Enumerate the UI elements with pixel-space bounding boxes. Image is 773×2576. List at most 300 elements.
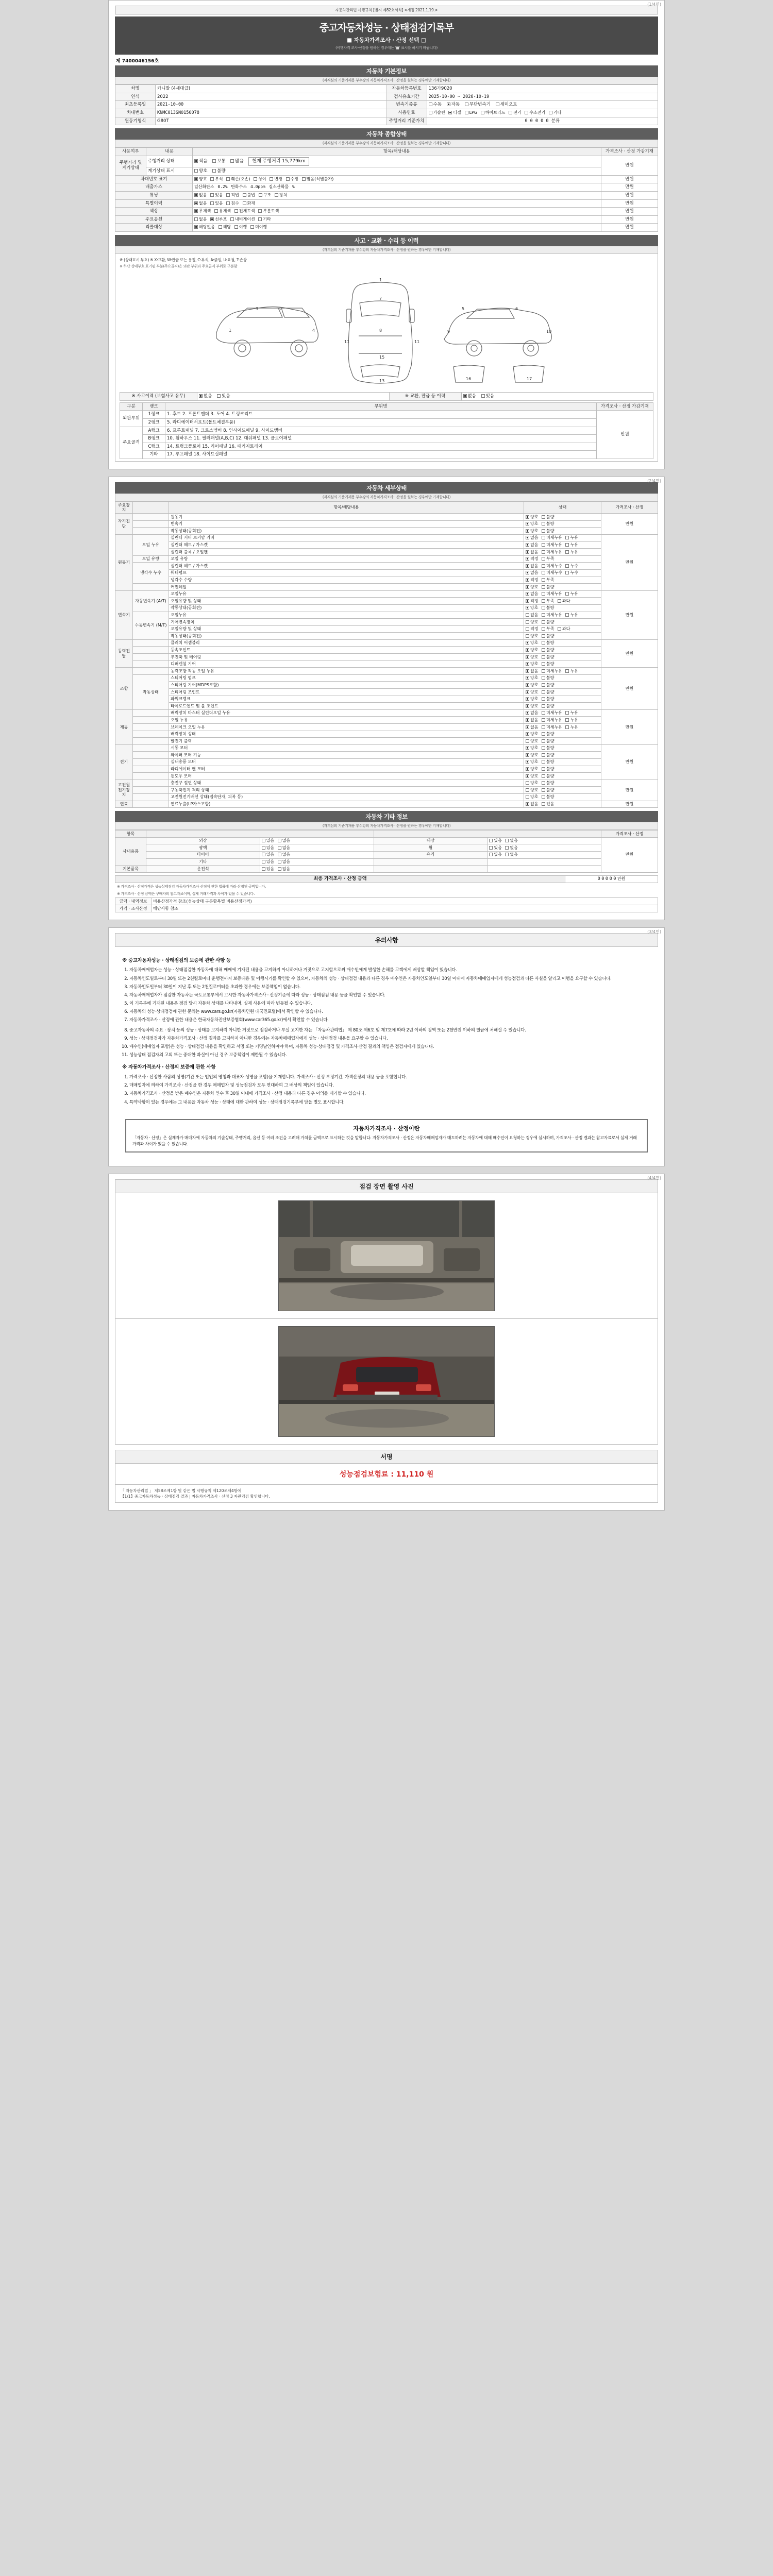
option-repair-none[interactable]: 없음 bbox=[463, 394, 476, 399]
checkbox-icon[interactable] bbox=[481, 111, 484, 114]
option-good[interactable]: 양호 bbox=[526, 655, 538, 660]
checkbox-icon[interactable] bbox=[262, 860, 265, 863]
option-opt-etc[interactable]: 기타 bbox=[258, 217, 271, 222]
checkbox-icon[interactable] bbox=[542, 585, 545, 589]
option-none[interactable]: 없음 bbox=[526, 535, 538, 540]
checkbox-icon[interactable] bbox=[526, 725, 529, 729]
checkbox-icon[interactable] bbox=[542, 641, 545, 645]
option-no[interactable]: 없음 bbox=[278, 852, 290, 857]
checkbox-icon[interactable] bbox=[565, 669, 569, 673]
checkbox-icon[interactable] bbox=[465, 103, 468, 106]
option-bad[interactable]: 불량 bbox=[542, 732, 554, 737]
option-good[interactable]: 양호 bbox=[526, 605, 538, 611]
checkbox-icon[interactable] bbox=[250, 225, 254, 229]
option-low[interactable]: 부족 bbox=[542, 556, 554, 562]
checkbox-icon[interactable] bbox=[542, 620, 545, 624]
checkbox-icon[interactable] bbox=[558, 599, 561, 603]
checkbox-icon[interactable] bbox=[542, 683, 545, 687]
option-adequate[interactable]: 적정 bbox=[526, 626, 538, 632]
checkbox-icon[interactable] bbox=[526, 760, 529, 764]
option-tuning-legal[interactable]: 적법 bbox=[226, 193, 239, 198]
checkbox-icon[interactable] bbox=[542, 522, 545, 526]
option-tuning-illegal[interactable]: 불법 bbox=[243, 193, 255, 198]
option-leak[interactable]: 누유 bbox=[565, 613, 578, 618]
checkbox-icon[interactable] bbox=[194, 177, 198, 181]
checkbox-icon[interactable] bbox=[526, 802, 529, 806]
checkbox-icon[interactable] bbox=[447, 103, 450, 106]
option-leak[interactable]: 누유 bbox=[565, 535, 578, 540]
checkbox-icon[interactable] bbox=[565, 550, 569, 554]
option-good[interactable]: 양호 bbox=[526, 529, 538, 534]
checkbox-icon[interactable] bbox=[565, 613, 569, 617]
option-tuning-yes[interactable]: 있음 bbox=[210, 193, 223, 198]
option-bad[interactable]: 불량 bbox=[542, 655, 554, 660]
option-minor-leak[interactable]: 미세누유 bbox=[542, 613, 562, 618]
option-color-fullpaint[interactable]: 전체도색 bbox=[234, 209, 255, 214]
option-good[interactable]: 양호 bbox=[526, 753, 538, 758]
option-recall-notdone[interactable]: 미이행 bbox=[250, 225, 267, 230]
option-excess[interactable]: 과다 bbox=[558, 599, 570, 604]
checkbox-icon[interactable] bbox=[505, 853, 509, 856]
checkbox-icon[interactable] bbox=[542, 760, 545, 764]
option-recall-yes[interactable]: 해당 bbox=[219, 225, 231, 230]
checkbox-icon[interactable] bbox=[226, 177, 230, 181]
option-bad[interactable]: 불량 bbox=[542, 767, 554, 772]
checkbox-icon[interactable] bbox=[526, 557, 529, 561]
option-minor-leak[interactable]: 미세누유 bbox=[542, 550, 562, 555]
checkbox-icon[interactable] bbox=[526, 781, 529, 785]
option-leak[interactable]: 누유 bbox=[565, 710, 578, 716]
checkbox-icon[interactable] bbox=[565, 564, 569, 568]
checkbox-icon[interactable] bbox=[565, 536, 569, 539]
option-leak[interactable]: 누유 bbox=[565, 669, 578, 674]
checkbox-icon[interactable] bbox=[262, 867, 265, 871]
checkbox-icon[interactable] bbox=[526, 634, 529, 638]
checkbox-icon[interactable] bbox=[489, 853, 493, 856]
checkbox-icon[interactable] bbox=[526, 529, 529, 533]
checkbox-icon[interactable] bbox=[542, 599, 545, 603]
option-fuel-other[interactable]: 기타 bbox=[549, 110, 561, 115]
checkbox-icon[interactable] bbox=[210, 177, 214, 181]
checkbox-icon[interactable] bbox=[542, 564, 545, 568]
option-none[interactable]: 없음 bbox=[526, 802, 538, 807]
option-none[interactable]: 없음 bbox=[526, 543, 538, 548]
checkbox-icon[interactable] bbox=[259, 193, 262, 197]
option-good[interactable]: 양호 bbox=[526, 739, 538, 744]
checkbox-icon[interactable] bbox=[258, 209, 262, 213]
checkbox-icon[interactable] bbox=[217, 394, 221, 398]
checkbox-icon[interactable] bbox=[302, 177, 306, 181]
option-vin-good[interactable]: 양호 bbox=[194, 177, 207, 182]
option-mileage-high[interactable]: 많음 bbox=[230, 159, 243, 164]
option-no[interactable]: 없음 bbox=[505, 838, 517, 843]
option-leak[interactable]: 누유 bbox=[565, 550, 578, 555]
checkbox-icon[interactable] bbox=[496, 103, 499, 106]
checkbox-icon[interactable] bbox=[489, 839, 493, 842]
option-good[interactable]: 양호 bbox=[526, 704, 538, 709]
option-vin-unreadable[interactable]: 맘음(식별불가) bbox=[302, 177, 334, 182]
option-good[interactable]: 양호 bbox=[526, 675, 538, 681]
checkbox-icon[interactable] bbox=[448, 111, 452, 114]
option-good[interactable]: 양호 bbox=[526, 521, 538, 527]
checkbox-icon[interactable] bbox=[558, 627, 561, 631]
option-repair-yes[interactable]: 있음 bbox=[481, 394, 494, 399]
checkbox-icon[interactable] bbox=[210, 193, 214, 197]
checkbox-icon[interactable] bbox=[463, 394, 467, 398]
option-bad[interactable]: 불량 bbox=[542, 662, 554, 667]
option-bad[interactable]: 불량 bbox=[542, 697, 554, 702]
checkbox-icon[interactable] bbox=[542, 606, 545, 609]
checkbox-icon[interactable] bbox=[526, 704, 529, 708]
checkbox-icon[interactable] bbox=[526, 669, 529, 673]
checkbox-icon[interactable] bbox=[526, 543, 529, 547]
option-recall-na[interactable]: 해당없음 bbox=[194, 225, 215, 230]
option-good[interactable]: 양호 bbox=[526, 794, 538, 800]
checkbox-icon[interactable] bbox=[542, 795, 545, 799]
checkbox-icon[interactable] bbox=[542, 627, 545, 631]
option-fuel-lpg[interactable]: LPG bbox=[465, 110, 477, 115]
option-bad[interactable]: 불량 bbox=[542, 739, 554, 744]
option-minor-leak[interactable]: 미세누유 bbox=[542, 710, 562, 716]
option-opt-none[interactable]: 없음 bbox=[194, 217, 207, 222]
checkbox-icon[interactable] bbox=[526, 627, 529, 631]
checkbox-icon[interactable] bbox=[243, 201, 246, 205]
option-yes[interactable]: 있음 bbox=[262, 859, 274, 865]
checkbox-icon[interactable] bbox=[542, 788, 545, 792]
option-transmission-semiauto[interactable]: 세미오토 bbox=[496, 102, 517, 108]
option-bad[interactable]: 불량 bbox=[542, 753, 554, 758]
option-bad[interactable]: 불량 bbox=[542, 620, 554, 625]
option-vin-changed[interactable]: 변경 bbox=[270, 177, 282, 182]
option-good[interactable]: 양호 bbox=[526, 767, 538, 772]
checkbox-icon[interactable] bbox=[194, 209, 198, 213]
checkbox-icon[interactable] bbox=[526, 585, 529, 589]
option-transmission-manual[interactable]: 수동 bbox=[429, 102, 442, 108]
checkbox-icon[interactable] bbox=[194, 159, 198, 163]
option-fuel-hydrogen[interactable]: 수소전기 bbox=[525, 110, 545, 115]
checkbox-icon[interactable] bbox=[542, 767, 545, 771]
option-minor-leak[interactable]: 미세누유 bbox=[542, 669, 562, 674]
checkbox-icon[interactable] bbox=[199, 394, 203, 398]
option-yes[interactable]: 있음 bbox=[489, 838, 501, 843]
option-good[interactable]: 양호 bbox=[526, 781, 538, 786]
option-bad[interactable]: 불량 bbox=[542, 690, 554, 695]
option-bad[interactable]: 불량 bbox=[542, 605, 554, 611]
option-adequate[interactable]: 적정 bbox=[526, 578, 538, 583]
checkbox-icon[interactable] bbox=[258, 217, 262, 221]
checkbox-icon[interactable] bbox=[526, 536, 529, 539]
checkbox-icon[interactable] bbox=[542, 739, 545, 743]
checkbox-icon[interactable] bbox=[194, 169, 198, 173]
option-cluster-good[interactable]: 양호 bbox=[194, 168, 207, 174]
checkbox-icon[interactable] bbox=[526, 571, 529, 574]
checkbox-icon[interactable] bbox=[526, 676, 529, 680]
checkbox-icon[interactable] bbox=[565, 543, 569, 547]
option-yes[interactable]: 있음 bbox=[262, 845, 274, 851]
option-no[interactable]: 없음 bbox=[278, 859, 290, 865]
option-fuel-gasoline[interactable]: 가솔린 bbox=[429, 110, 445, 115]
checkbox-icon[interactable] bbox=[226, 193, 230, 197]
checkbox-icon[interactable] bbox=[243, 193, 246, 197]
option-fuel-electric[interactable]: 전기 bbox=[509, 110, 521, 115]
checkbox-icon[interactable] bbox=[526, 620, 529, 624]
checkbox-icon[interactable] bbox=[465, 111, 468, 114]
checkbox-icon[interactable] bbox=[542, 557, 545, 561]
checkbox-icon[interactable] bbox=[278, 839, 281, 842]
option-yes[interactable]: 있음 bbox=[262, 867, 274, 872]
checkbox-icon[interactable] bbox=[219, 225, 222, 229]
checkbox-icon[interactable] bbox=[214, 209, 218, 213]
option-minor-leak[interactable]: 미세누유 bbox=[542, 725, 562, 730]
checkbox-icon[interactable] bbox=[526, 732, 529, 736]
checkbox-icon[interactable] bbox=[526, 613, 529, 617]
option-leak[interactable]: 누유 bbox=[565, 591, 578, 597]
checkbox-icon[interactable] bbox=[212, 159, 216, 163]
checkbox-icon[interactable] bbox=[526, 641, 529, 645]
option-minor-leak[interactable]: 미세누수 bbox=[542, 564, 562, 569]
checkbox-icon[interactable] bbox=[542, 543, 545, 547]
option-none[interactable]: 없음 bbox=[526, 570, 538, 575]
checkbox-icon[interactable] bbox=[526, 711, 529, 715]
option-good[interactable]: 양호 bbox=[526, 634, 538, 639]
checkbox-icon[interactable] bbox=[542, 711, 545, 715]
checkbox-icon[interactable] bbox=[526, 788, 529, 792]
checkbox-icon[interactable] bbox=[542, 536, 545, 539]
option-no[interactable]: 없음 bbox=[505, 845, 517, 851]
option-none[interactable]: 없음 bbox=[526, 718, 538, 723]
checkbox-icon[interactable] bbox=[194, 225, 198, 229]
option-leak[interactable]: 누유 bbox=[565, 718, 578, 723]
option-bad[interactable]: 불량 bbox=[542, 781, 554, 786]
option-minor-leak[interactable]: 미세누유 bbox=[542, 543, 562, 548]
option-none[interactable]: 없음 bbox=[526, 550, 538, 555]
option-yes[interactable]: 있음 bbox=[262, 852, 274, 857]
checkbox-icon[interactable] bbox=[549, 111, 552, 114]
checkbox-icon[interactable] bbox=[526, 795, 529, 799]
option-leak[interactable]: 누수 bbox=[565, 570, 578, 575]
checkbox-icon[interactable] bbox=[262, 853, 265, 856]
option-good[interactable]: 양호 bbox=[526, 585, 538, 590]
checkbox-icon[interactable] bbox=[194, 193, 198, 197]
option-none[interactable]: 없음 bbox=[526, 725, 538, 730]
option-good[interactable]: 양호 bbox=[526, 697, 538, 702]
option-good[interactable]: 양호 bbox=[526, 662, 538, 667]
checkbox-icon[interactable] bbox=[429, 111, 432, 114]
checkbox-icon[interactable] bbox=[526, 515, 529, 519]
checkbox-icon[interactable] bbox=[542, 746, 545, 750]
checkbox-icon[interactable] bbox=[194, 217, 198, 221]
checkbox-icon[interactable] bbox=[542, 669, 545, 673]
option-bad[interactable]: 불량 bbox=[542, 521, 554, 527]
option-recall-done[interactable]: 이행 bbox=[234, 225, 247, 230]
option-good[interactable]: 양호 bbox=[526, 515, 538, 520]
option-minor-leak[interactable]: 미세누유 bbox=[542, 535, 562, 540]
checkbox-icon[interactable] bbox=[565, 711, 569, 715]
option-vin-diff[interactable]: 상이 bbox=[254, 177, 266, 182]
checkbox-icon[interactable] bbox=[565, 592, 569, 596]
checkbox-icon[interactable] bbox=[278, 846, 281, 850]
checkbox-icon[interactable] bbox=[526, 655, 529, 659]
option-transmission-auto[interactable]: 자동 bbox=[447, 102, 460, 108]
checkbox-icon[interactable] bbox=[542, 515, 545, 519]
option-color-partpaint[interactable]: 부분도색 bbox=[258, 209, 279, 214]
option-fuel-hybrid[interactable]: 하이브리드 bbox=[481, 110, 506, 115]
checkbox-icon[interactable] bbox=[542, 753, 545, 757]
option-bad[interactable]: 불량 bbox=[542, 640, 554, 646]
checkbox-icon[interactable] bbox=[542, 655, 545, 659]
option-bad[interactable]: 불량 bbox=[542, 585, 554, 590]
option-tuning-none[interactable]: 없음 bbox=[194, 193, 207, 198]
checkbox-icon[interactable] bbox=[526, 697, 529, 701]
option-leak[interactable]: 누수 bbox=[565, 564, 578, 569]
checkbox-icon[interactable] bbox=[526, 690, 529, 694]
option-bad[interactable]: 불량 bbox=[542, 794, 554, 800]
option-vin-corrosion[interactable]: 부식 bbox=[210, 177, 223, 182]
checkbox-icon[interactable] bbox=[234, 209, 238, 213]
option-mileage-low[interactable]: 적음 bbox=[194, 159, 207, 164]
checkbox-icon[interactable] bbox=[262, 839, 265, 842]
option-good[interactable]: 양호 bbox=[526, 640, 538, 646]
checkbox-icon[interactable] bbox=[270, 177, 273, 181]
checkbox-icon[interactable] bbox=[542, 648, 545, 652]
option-none[interactable]: 없음 bbox=[526, 669, 538, 674]
option-bad[interactable]: 불량 bbox=[542, 759, 554, 765]
checkbox-icon[interactable] bbox=[542, 718, 545, 722]
checkbox-icon[interactable] bbox=[565, 718, 569, 722]
checkbox-icon[interactable] bbox=[210, 201, 214, 205]
checkbox-icon[interactable] bbox=[526, 564, 529, 568]
checkbox-icon[interactable] bbox=[234, 225, 238, 229]
option-yes[interactable]: 있음 bbox=[262, 838, 274, 843]
checkbox-icon[interactable] bbox=[526, 739, 529, 743]
option-good[interactable]: 양호 bbox=[526, 774, 538, 779]
checkbox-icon[interactable] bbox=[262, 846, 265, 850]
checkbox-icon[interactable] bbox=[526, 662, 529, 666]
checkbox-icon[interactable] bbox=[210, 217, 214, 221]
option-special-none[interactable]: 없음 bbox=[194, 201, 207, 206]
checkbox-icon[interactable] bbox=[542, 529, 545, 533]
checkbox-icon[interactable] bbox=[481, 394, 485, 398]
checkbox-icon[interactable] bbox=[275, 193, 278, 197]
checkbox-icon[interactable] bbox=[542, 578, 545, 582]
option-mileage-normal[interactable]: 보통 bbox=[212, 159, 225, 164]
checkbox-icon[interactable] bbox=[278, 867, 281, 871]
checkbox-icon[interactable] bbox=[526, 550, 529, 554]
option-special-yes[interactable]: 있음 bbox=[210, 201, 223, 206]
option-good[interactable]: 양호 bbox=[526, 745, 538, 751]
option-yes[interactable]: 있음 bbox=[489, 845, 501, 851]
checkbox-icon[interactable] bbox=[525, 111, 528, 114]
checkbox-icon[interactable] bbox=[526, 522, 529, 526]
checkbox-icon[interactable] bbox=[526, 753, 529, 757]
option-no[interactable]: 없음 bbox=[505, 852, 517, 857]
option-vin-modified[interactable]: 수정 bbox=[286, 177, 298, 182]
option-special-flood[interactable]: 침수 bbox=[226, 201, 239, 206]
option-accident-yes[interactable]: 있음 bbox=[217, 394, 230, 399]
option-yes[interactable]: 있음 bbox=[542, 802, 554, 807]
option-bad[interactable]: 불량 bbox=[542, 745, 554, 751]
option-minor-leak[interactable]: 미세누수 bbox=[542, 570, 562, 575]
option-minor-leak[interactable]: 미세누유 bbox=[542, 591, 562, 597]
option-minor-leak[interactable]: 미세누유 bbox=[542, 718, 562, 723]
checkbox-icon[interactable] bbox=[526, 648, 529, 652]
option-good[interactable]: 양호 bbox=[526, 732, 538, 737]
option-none[interactable]: 없음 bbox=[526, 710, 538, 716]
checkbox-icon[interactable] bbox=[542, 704, 545, 708]
option-low[interactable]: 부족 bbox=[542, 578, 554, 583]
checkbox-icon[interactable] bbox=[226, 201, 230, 205]
checkbox-icon[interactable] bbox=[230, 217, 234, 221]
option-bad[interactable]: 불량 bbox=[542, 515, 554, 520]
option-color-achromatic[interactable]: 무채색 bbox=[194, 209, 211, 214]
option-good[interactable]: 양호 bbox=[526, 690, 538, 695]
checkbox-icon[interactable] bbox=[254, 177, 257, 181]
option-excess[interactable]: 과다 bbox=[558, 626, 570, 632]
checkbox-icon[interactable] bbox=[542, 550, 545, 554]
checkbox-icon[interactable] bbox=[542, 592, 545, 596]
checkbox-icon[interactable] bbox=[542, 676, 545, 680]
checkbox-icon[interactable] bbox=[542, 725, 545, 729]
checkbox-icon[interactable] bbox=[194, 201, 198, 205]
option-leak[interactable]: 누유 bbox=[565, 725, 578, 730]
option-transmission-cvt[interactable]: 무단변속기 bbox=[465, 102, 491, 108]
option-good[interactable]: 양호 bbox=[526, 620, 538, 625]
checkbox-icon[interactable] bbox=[509, 111, 512, 114]
option-no[interactable]: 없음 bbox=[278, 867, 290, 872]
option-opt-navi[interactable]: 내비게이션 bbox=[230, 217, 255, 222]
option-bad[interactable]: 불량 bbox=[542, 788, 554, 793]
checkbox-icon[interactable] bbox=[565, 571, 569, 574]
option-none[interactable]: 없음 bbox=[526, 613, 538, 618]
option-good[interactable]: 양호 bbox=[526, 759, 538, 765]
checkbox-icon[interactable] bbox=[429, 103, 432, 106]
option-adequate[interactable]: 적정 bbox=[526, 556, 538, 562]
option-good[interactable]: 양호 bbox=[526, 648, 538, 653]
option-no[interactable]: 없음 bbox=[278, 838, 290, 843]
option-bad[interactable]: 불량 bbox=[542, 683, 554, 688]
checkbox-icon[interactable] bbox=[526, 592, 529, 596]
checkbox-icon[interactable] bbox=[542, 634, 545, 638]
checkbox-icon[interactable] bbox=[505, 846, 509, 850]
checkbox-icon[interactable] bbox=[278, 860, 281, 863]
checkbox-icon[interactable] bbox=[542, 774, 545, 778]
option-bad[interactable]: 불량 bbox=[542, 704, 554, 709]
option-accident-none[interactable]: 없음 bbox=[199, 394, 212, 399]
option-fuel-diesel[interactable]: 디젤 bbox=[448, 110, 461, 115]
option-good[interactable]: 양호 bbox=[526, 683, 538, 688]
checkbox-icon[interactable] bbox=[542, 802, 545, 806]
option-vin-damage[interactable]: 훼손(오손) bbox=[226, 177, 250, 182]
option-yes[interactable]: 있음 bbox=[489, 852, 501, 857]
option-good[interactable]: 양호 bbox=[526, 788, 538, 793]
checkbox-icon[interactable] bbox=[489, 846, 493, 850]
option-special-fire[interactable]: 화재 bbox=[243, 201, 255, 206]
checkbox-icon[interactable] bbox=[526, 767, 529, 771]
checkbox-icon[interactable] bbox=[526, 599, 529, 603]
checkbox-icon[interactable] bbox=[526, 746, 529, 750]
checkbox-icon[interactable] bbox=[542, 690, 545, 694]
checkbox-icon[interactable] bbox=[542, 571, 545, 574]
checkbox-icon[interactable] bbox=[286, 177, 290, 181]
checkbox-icon[interactable] bbox=[278, 853, 281, 856]
option-bad[interactable]: 불량 bbox=[542, 648, 554, 653]
option-no[interactable]: 없음 bbox=[278, 845, 290, 851]
checkbox-icon[interactable] bbox=[505, 839, 509, 842]
checkbox-icon[interactable] bbox=[526, 718, 529, 722]
option-bad[interactable]: 불량 bbox=[542, 634, 554, 639]
option-none[interactable]: 없음 bbox=[526, 591, 538, 597]
option-color-chromatic[interactable]: 유채색 bbox=[214, 209, 231, 214]
